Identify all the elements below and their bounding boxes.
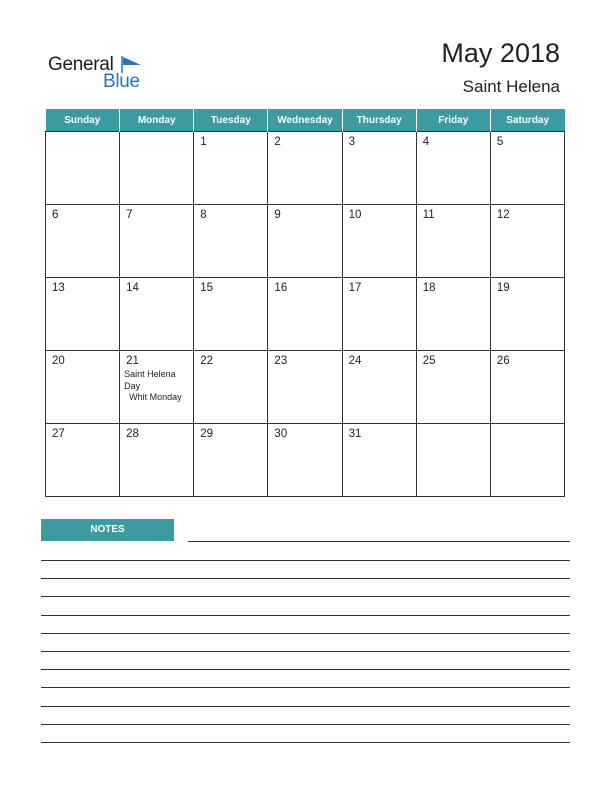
day-cell (416, 278, 490, 351)
holiday-name: Saint Helena Day (124, 369, 179, 391)
weekday-header: Sunday (46, 109, 120, 132)
calendar-week-row (46, 132, 565, 205)
notes-line (41, 560, 570, 561)
day-cell (268, 132, 342, 205)
day-cell (342, 132, 416, 205)
day-cell (342, 351, 416, 424)
day-number: 7 (126, 209, 133, 221)
day-cell (416, 205, 490, 278)
day-cell (490, 351, 564, 424)
day-cell (268, 424, 342, 497)
weekday-header: Wednesday (268, 109, 342, 132)
day-cell (342, 424, 416, 497)
notes-line (41, 669, 570, 670)
day-number: 23 (274, 355, 288, 367)
calendar-week-row (46, 351, 565, 424)
day-cell (46, 205, 120, 278)
day-number: 19 (496, 282, 510, 294)
notes-line (41, 596, 570, 597)
calendar-week-row (46, 205, 565, 278)
day-cell (416, 424, 490, 497)
day-number: 17 (348, 282, 362, 294)
logo-word-blue: Blue (103, 71, 140, 92)
day-cell (490, 278, 564, 351)
notes-line (41, 706, 570, 707)
day-number: 22 (200, 355, 214, 367)
notes-line (41, 633, 570, 634)
day-cell (46, 351, 120, 424)
day-number: 15 (200, 282, 214, 294)
holiday-name: Whit Monday (124, 392, 182, 402)
day-number: 5 (496, 136, 504, 148)
calendar-week-row (46, 278, 565, 351)
day-cell (120, 132, 194, 205)
day-cell (194, 424, 268, 497)
day-number: 21 (126, 355, 139, 367)
weekday-header: Thursday (342, 109, 416, 132)
notes-line (41, 742, 570, 743)
day-cell (120, 278, 194, 351)
logo-word-general: General (48, 54, 114, 75)
weekday-header: Tuesday (194, 109, 268, 132)
day-cell (120, 205, 194, 278)
notes-line (41, 578, 570, 579)
day-number: 16 (274, 282, 288, 294)
day-number: 30 (274, 428, 288, 440)
calendar-weeks (46, 132, 565, 497)
day-number: 1 (200, 136, 207, 148)
day-cell (46, 424, 120, 497)
day-number: 9 (274, 209, 281, 221)
day-cell (342, 205, 416, 278)
notes-line (41, 724, 570, 725)
day-cell (194, 205, 268, 278)
notes-line (41, 651, 570, 652)
day-number: 18 (422, 282, 436, 294)
day-number: 13 (52, 282, 65, 294)
notes-line (188, 541, 570, 542)
day-cell (268, 351, 342, 424)
day-number: 26 (496, 355, 510, 367)
day-number: 31 (348, 428, 362, 440)
day-cell (268, 278, 342, 351)
day-cell (120, 351, 194, 424)
weekday-header: Saturday (490, 109, 564, 132)
day-cell (490, 205, 564, 278)
weekday-header: Friday (416, 109, 490, 132)
day-number: 12 (496, 209, 510, 221)
month-calendar-grid (45, 109, 565, 497)
day-number: 28 (126, 428, 139, 440)
day-number: 10 (348, 209, 362, 221)
day-cell (194, 278, 268, 351)
calendar-region: Saint Helena (462, 77, 560, 96)
weekday-header-row (46, 109, 565, 132)
day-cell (416, 351, 490, 424)
day-number: 11 (422, 209, 435, 221)
day-cell (194, 351, 268, 424)
day-number: 14 (126, 282, 139, 294)
day-cell (120, 424, 194, 497)
general-blue-logo (48, 52, 158, 92)
weekday-header: Monday (120, 109, 194, 132)
day-number: 3 (348, 136, 355, 148)
day-number: 27 (52, 428, 65, 440)
notes-label: NOTES (41, 519, 174, 541)
day-cell (342, 278, 416, 351)
day-number: 2 (274, 136, 281, 148)
day-number: 20 (52, 355, 65, 367)
calendar-title: May 2018 (441, 38, 560, 68)
day-number: 24 (348, 355, 362, 367)
day-cell (268, 205, 342, 278)
day-number: 25 (422, 355, 436, 367)
day-cell (46, 132, 120, 205)
day-cell (46, 278, 120, 351)
day-number: 4 (422, 136, 430, 148)
day-cell (194, 132, 268, 205)
day-number: 6 (52, 209, 59, 221)
holiday-list (124, 369, 191, 404)
notes-line (41, 615, 570, 616)
notes-line (41, 687, 570, 688)
day-number: 29 (200, 428, 214, 440)
day-cell (416, 132, 490, 205)
calendar-week-row (46, 424, 565, 497)
day-number: 8 (200, 209, 207, 221)
day-cell (490, 424, 564, 497)
day-cell (490, 132, 564, 205)
